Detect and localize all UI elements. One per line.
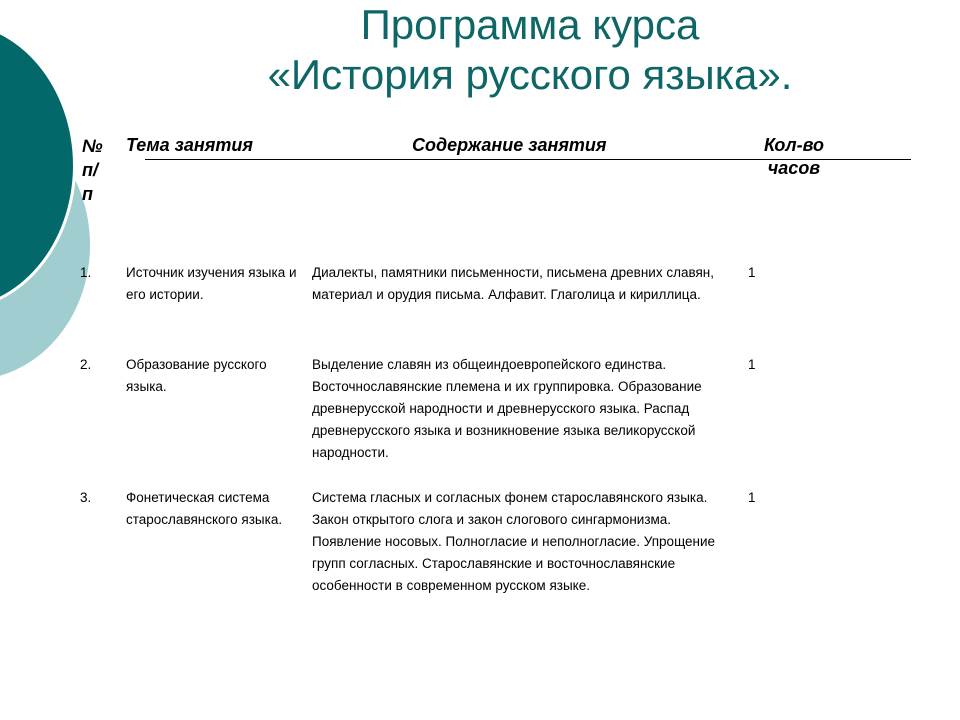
row-1-number: 1. bbox=[80, 265, 92, 280]
row-3-content: Система гласных и согласных фонем старославянского языка. Закон открытого слога и закон слогового сингармонизма. Появление носовых. Полногласие и неполногласие. Упрощение групп согласных. Старославянские и восточнославянские особенности в современном русском языке. bbox=[312, 490, 716, 593]
header-number-line-2: п/п bbox=[82, 160, 98, 204]
row-1-topic: Источник изучения языка и его истории. bbox=[126, 265, 297, 302]
row-3-number: 3. bbox=[80, 490, 92, 505]
row-2-hours: 1 bbox=[748, 357, 756, 372]
row-2-topic: Образование русского языка. bbox=[126, 357, 267, 394]
header-hours bbox=[764, 134, 824, 180]
header-number bbox=[82, 134, 104, 206]
header-number-line-1: № bbox=[82, 136, 103, 156]
row-1-content: Диалекты, памятники письменности, письмена древних славян, материал и орудия письма. Алфавит. Глаголица и кириллица. bbox=[312, 265, 715, 302]
slide-title bbox=[180, 0, 880, 100]
row-1-hours: 1 bbox=[748, 265, 756, 280]
row-2-number: 2. bbox=[80, 357, 92, 372]
slide-title-line-1: Программа курса bbox=[360, 1, 700, 48]
header-topic: Тема занятия bbox=[126, 135, 253, 155]
header-hours-line-2: часов bbox=[767, 158, 821, 178]
row-3-hours: 1 bbox=[748, 490, 756, 505]
row-2-content: Выделение славян из общеиндоевропейского единства. Восточнославянские племена и их группировка. Образование древнерусской народности и древнерусского языка. Распад древнерусского языка и возникновение языка великорусской народности. bbox=[312, 357, 702, 460]
header-content: Содержание занятия bbox=[412, 135, 607, 155]
row-3-topic: Фонетическая система старославянского языка. bbox=[126, 490, 283, 527]
header-divider bbox=[145, 159, 911, 160]
slide-title-line-2: «История русского языка». bbox=[267, 51, 793, 98]
header-hours-line-1: Кол-во bbox=[764, 135, 824, 155]
